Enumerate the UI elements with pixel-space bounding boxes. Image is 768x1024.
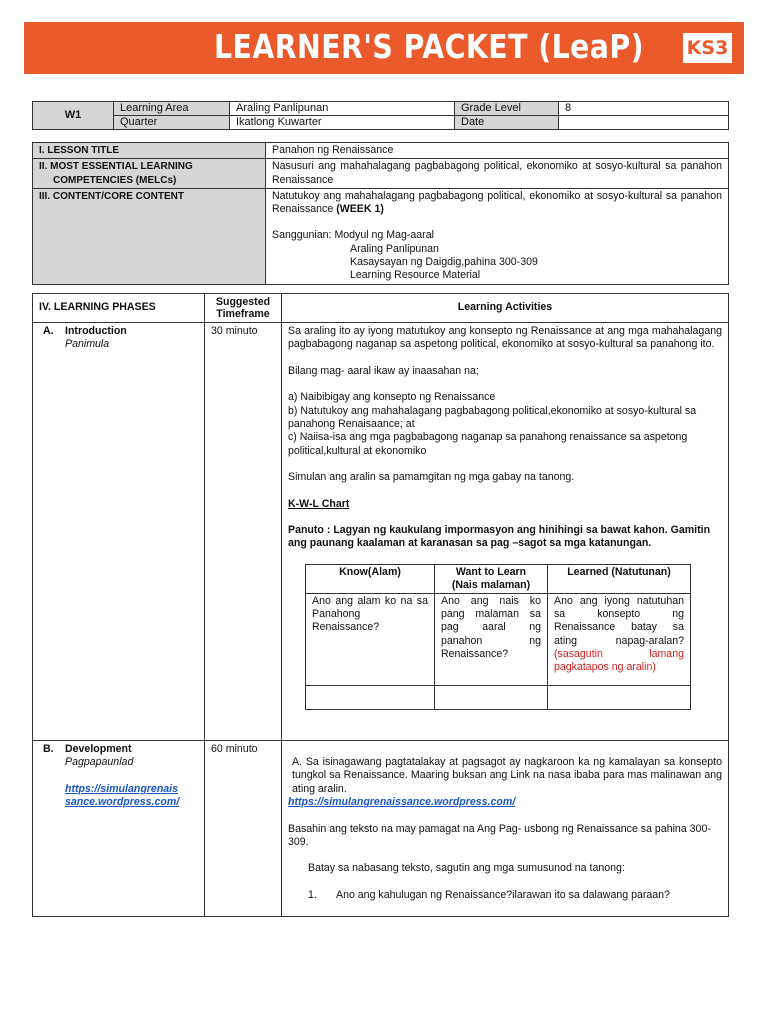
col-timeframe: Suggested Timeframe <box>205 294 282 323</box>
phase-subtitle: Panimula <box>65 338 110 351</box>
dev-reading: Basahin ang teksto na may pamagat na Ang Pag- usbong ng Renaissance sa pahina 300- 309. <box>288 822 711 849</box>
lesson-table <box>32 142 729 285</box>
header-banner <box>24 22 744 74</box>
kwl-learned-cell[interactable] <box>548 593 691 685</box>
kwl-know-cell[interactable]: Ano ang alam ko na sa Panahong Renaissance? <box>306 593 435 685</box>
kwl-learned-prompt: Ano ang iyong natutuhan sa konsepto ng Renaissance batay sa ating napag-aralan? <box>554 594 684 647</box>
intro-timeframe: 30 minuto <box>205 323 282 741</box>
renaissance-link[interactable]: https://simulangrenaissance.wordpress.com/ <box>288 796 516 809</box>
question-number: 1. <box>308 888 317 901</box>
date-value <box>559 116 729 130</box>
packet-title: LEARNER'S PACKET (LeaP) <box>214 27 645 66</box>
kwl-instructions: Panuto : Lagyan ng kaukulang impormasyon ang hinihingi sa bawat kahon. Gamitin ang paunang kaalaman at karanasan sa pag –sagot sa mga katanungan. <box>288 524 711 550</box>
dev-activities <box>282 741 729 917</box>
kwl-know-answer[interactable] <box>306 685 435 709</box>
objective-a: a) Naibibigay ang konsepto ng Renaissance <box>288 391 496 404</box>
content-label: III. CONTENT/CORE CONTENT <box>33 188 266 284</box>
phase-letter: B. <box>43 743 54 755</box>
dev-paragraph: A. Sa isinagawang pagtatalakay at pagsagot ay nagkaroon ka ng kamalayan sa konsepto tungkol sa Renaissance. Maaring buksan ang Link na nasa ibaba para mas malinawan ang ating aralin. <box>292 756 722 795</box>
content-week: (WEEK 1) <box>336 203 384 216</box>
learning-phases-table <box>32 293 729 917</box>
melc-label-line1: II. MOST ESSENTIAL LEARNING <box>39 161 193 173</box>
phase-development <box>33 741 205 917</box>
kwl-learned-answer[interactable] <box>548 685 691 709</box>
kwl-want-cell[interactable]: Ano ang nais ko pang malaman sa pag aaral ng panahon ng Renaissance? <box>435 593 548 685</box>
question-item <box>308 889 722 902</box>
renaissance-link[interactable]: https://simulangrenaissance.wordpress.com/ <box>65 782 180 809</box>
phase-letter: A. <box>43 325 54 337</box>
source-label: Sanggunian: Modyul ng Mag-aaral <box>272 229 434 242</box>
objective-b: b) Natutukoy ang mahahalagang pagbabagong political,ekonomiko at sosyo-kultural sa panahong Renaisaance; at <box>288 404 697 431</box>
phase-introduction <box>33 323 205 741</box>
question-text: Ano ang kahulugan ng Renaissance?ilarawan ito sa dalawang paraan? <box>336 888 670 901</box>
phase-name: Introduction <box>65 325 127 337</box>
quarter-label: Quarter <box>114 116 230 130</box>
date-label: Date <box>455 116 559 130</box>
melc-label-line2: COMPETENCIES (MELCs) <box>53 174 177 186</box>
melc-label <box>33 159 266 189</box>
objective-c: c) Naiisa-isa ang mga pagbabagong naganap sa panahong renaissance sa aspetong political,kultural at ekonomiko <box>288 431 688 457</box>
source-line: Learning Resource Material <box>350 269 481 282</box>
dev-instruction: Batay sa nabasang teksto, sagutin ang mga sumusunod na tanong: <box>308 862 625 875</box>
melc-value: Nasusuri ang mahahalagang pagbabagong political, ekonomiko at sosyo-kultural sa panahon Renaissance <box>266 159 729 189</box>
kwl-heading: K-W-L Chart <box>288 497 350 510</box>
quarter-value: Ikatlong Kuwarter <box>230 116 455 130</box>
kwl-chart <box>305 564 691 710</box>
lesson-title-value: Panahon ng Renaissance <box>266 143 729 159</box>
kwl-want-header-line2: (Nais malaman) <box>451 578 531 591</box>
learning-area-label: Learning Area <box>114 102 230 116</box>
learning-area-value: Araling Panlipunan <box>230 102 455 116</box>
intro-guide: Simulan ang aralin sa pamamgitan ng mga gabay na tanong. <box>288 471 575 484</box>
intro-paragraph: Sa araling ito ay iyong matutukoy ang konsepto ng Renaissance at ang mga mahahalagang pagbabagong naganap sa aspetong political, ekonomiko at sosyo-kultural sa panahong ito. <box>288 325 722 351</box>
content-value: Natutukoy ang mahahalagang pagbabagong political, ekonomiko at sosyo-kultural sa panahon Renaissance <box>272 189 722 216</box>
content-cell <box>266 188 729 284</box>
kwl-know-header: Know(Alam) <box>306 564 435 593</box>
kwl-learned-header: Learned (Natutunan) <box>548 564 691 593</box>
col-learning-phases: IV. LEARNING PHASES <box>33 294 205 323</box>
ks3-badge: KS3 <box>683 33 732 63</box>
dev-timeframe: 60 minuto <box>205 741 282 917</box>
grade-level-label: Grade Level <box>455 102 559 116</box>
lesson-title-label: I. LESSON TITLE <box>33 143 266 159</box>
kwl-want-header <box>435 564 548 593</box>
source-line: Araling Panlipunan <box>350 242 439 255</box>
kwl-want-answer[interactable] <box>435 685 548 709</box>
info-table <box>32 101 729 130</box>
phase-name: Development <box>65 743 132 755</box>
intro-activities <box>282 323 729 741</box>
source-line: Kasaysayan ng Daigdig,pahina 300-309 <box>350 256 538 269</box>
kwl-learned-note: (sasagutin lamang pagkatapos ng aralin) <box>554 648 684 674</box>
kwl-want-header-line1: Want to Learn <box>455 565 527 578</box>
grade-level-value: 8 <box>559 102 729 116</box>
week-cell: W1 <box>33 102 114 130</box>
intro-expectation: Bilang mag- aaral ikaw ay inaasahan na; <box>288 364 479 377</box>
col-activities: Learning Activities <box>282 294 729 323</box>
phase-subtitle: Pagpapaunlad <box>65 756 134 769</box>
